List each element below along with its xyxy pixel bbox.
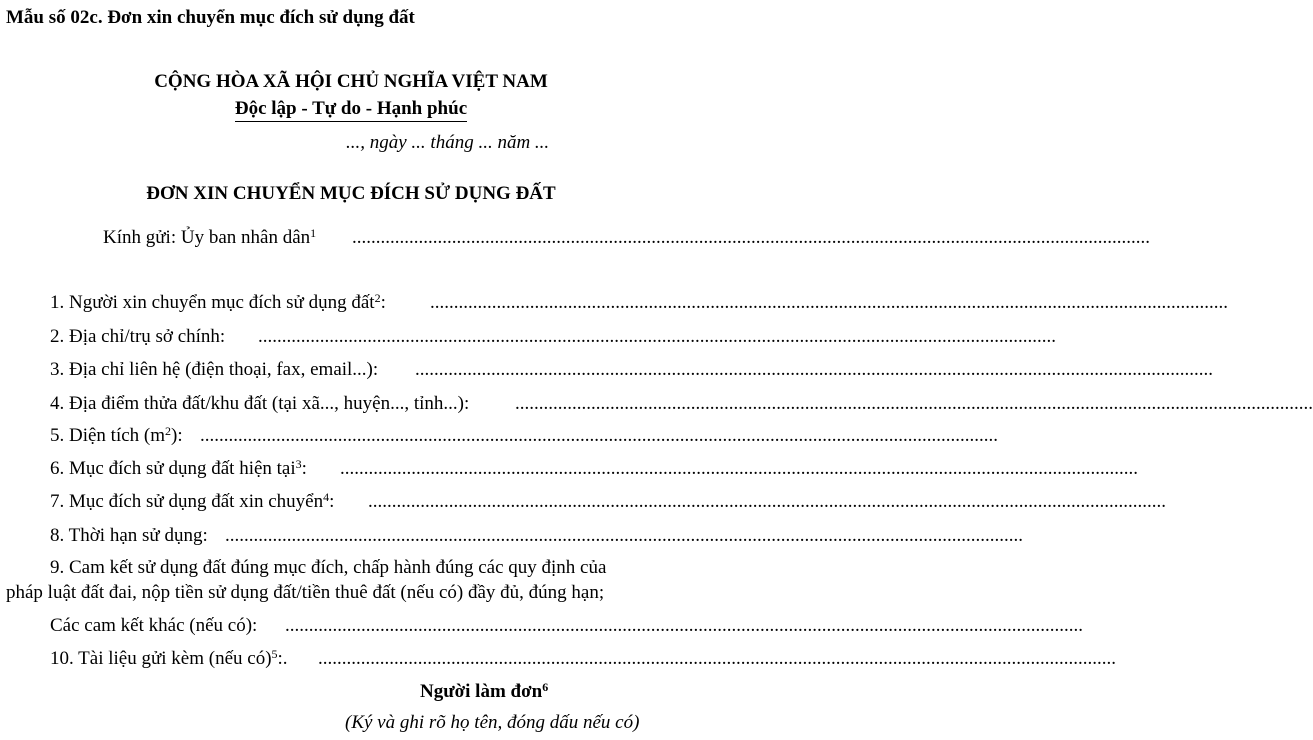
field-label: 6. Mục đích sử dụng đất hiện tại$^3$: (50, 457, 307, 479)
field-label: 2. Địa chỉ/trụ sở chính: (50, 326, 226, 347)
field-blank[interactable]: ........................................................................................................................................................................ (368, 491, 1166, 512)
field-label: 3. Địa chỉ liên hệ (điện thoại, fax, email...): (50, 359, 379, 380)
footnote-5: 5 (271, 647, 278, 661)
footnote-2: 2 (374, 291, 381, 305)
field-address (0, 326, 1056, 350)
document-title: ĐƠN XIN CHUYỂN MỤC ĐÍCH SỬ DỤNG ĐẤT (146, 183, 556, 204)
date-line: ..., ngày ... tháng ... năm ... (346, 132, 550, 153)
field-current-purpose (0, 457, 1138, 482)
field-blank[interactable]: ........................................................................................................................................................................ (285, 615, 1083, 636)
field-blank[interactable]: ........................................................................................................................................................................ (515, 393, 1313, 414)
field-label: 5. Diện tích $(m^2)$: (50, 424, 183, 446)
field-other-commitments (0, 615, 1083, 639)
recipient-blank[interactable]: ........................................................................................................................................................................ (352, 227, 1150, 248)
field-blank[interactable]: ........................................................................................................................................................................ (340, 458, 1138, 479)
field-area (0, 424, 998, 449)
signature-title: Người làm đơn$^6$ (420, 680, 549, 702)
field-duration (0, 525, 1023, 549)
field-label: 4. Địa điểm thửa đất/khu đất (tại xã..., huyện..., tỉnh...): (50, 393, 470, 414)
footnote-6: 6 (542, 680, 549, 694)
signature-instruction: (Ký và ghi rõ họ tên, đóng dấu nếu có) (345, 712, 640, 733)
commitment-line-2: pháp luật đất đai, nộp tiền sử dụng đất/tiền thuê đất (nếu có) đầy đủ, đúng hạn; (6, 582, 605, 603)
field-blank[interactable]: ........................................................................................................................................................................ (258, 326, 1056, 347)
field-blank[interactable]: ........................................................................................................................................................................ (225, 525, 1023, 546)
field-label: 7. Mục đích sử dụng đất xin chuyển$^4$: (50, 490, 335, 512)
commitment-line-1: 9. Cam kết sử dụng đất đúng mục đích, chấp hành đúng các quy định của (50, 557, 607, 578)
footnote-3: 3 (295, 457, 302, 471)
footnote-4: 4 (323, 490, 330, 504)
form-code: Mẫu số 02c. Đơn xin chuyển mục đích sử dụng đất (6, 7, 415, 28)
field-attachments (0, 647, 1116, 672)
field-blank[interactable]: ........................................................................................................................................................................ (318, 648, 1116, 669)
footnote-1: 1 (310, 226, 317, 240)
field-contact (0, 359, 1213, 383)
field-label: Các cam kết khác (nếu có): (50, 615, 258, 636)
motto: Độc lập - Tự do - Hạnh phúc (235, 98, 467, 122)
field-land-location (0, 393, 1313, 417)
field-blank[interactable]: ........................................................................................................................................................................ (430, 292, 1228, 313)
field-label: 8. Thời hạn sử dụng: (50, 525, 208, 546)
field-label: 10. Tài liệu gửi kèm (nếu có)$^5$:. (50, 647, 288, 669)
field-blank[interactable]: ........................................................................................................................................................................ (415, 359, 1213, 380)
field-label: 1. Người xin chuyển mục đích sử dụng đất$^2$: (50, 291, 386, 313)
field-applicant (0, 291, 1228, 316)
recipient-line (0, 226, 1150, 251)
field-blank[interactable]: ........................................................................................................................................................................ (200, 425, 998, 446)
nation-heading: CỘNG HÒA XÃ HỘI CHỦ NGHĨA VIỆT NAM (154, 71, 548, 92)
recipient-label: Kính gửi: Ủy ban nhân dân$^1$ (103, 226, 317, 248)
field-requested-purpose (0, 490, 1166, 515)
